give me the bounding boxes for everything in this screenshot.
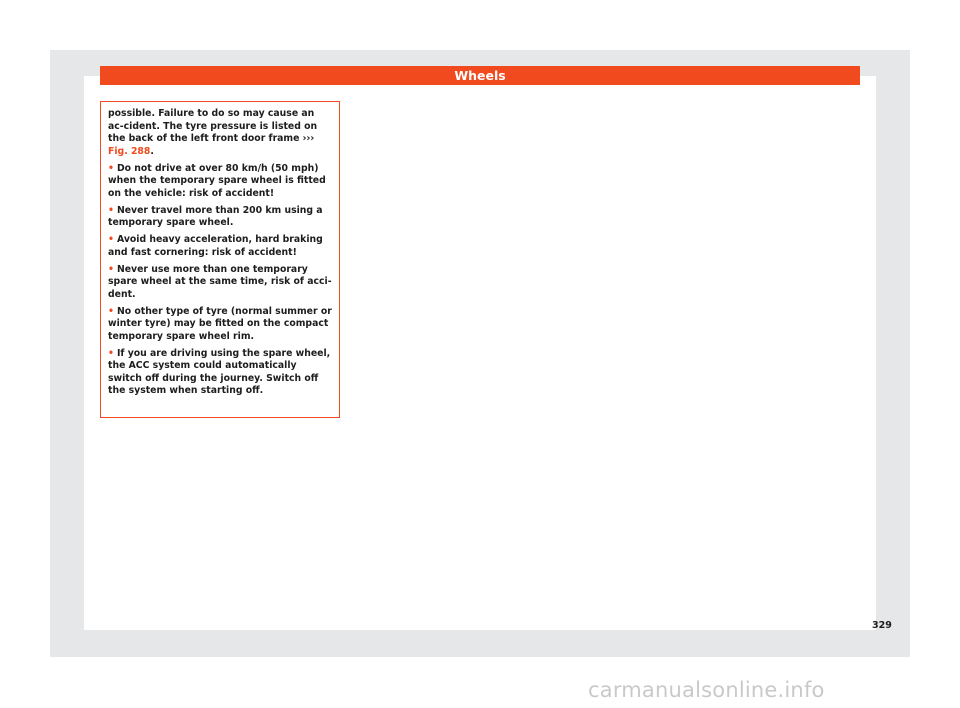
warning-bullet (108, 163, 333, 201)
bullet-icon: • (108, 263, 114, 275)
page-number: 329 (872, 620, 892, 631)
bullet-text: Avoid heavy acceleration, hard braking and fast cornering: risk of accident! (108, 234, 323, 258)
warning-bullet (108, 234, 333, 259)
warning-bullet (108, 348, 333, 398)
warning-intro-text: possible. Failure to do so may cause an ac-cident. The tyre pressure is listed on the back of the left front door frame (108, 108, 318, 144)
bullet-text: No other type of tyre (normal summer or winter tyre) may be fitted on the compact temporary spare wheel rim. (108, 305, 332, 342)
warning-bullet (108, 205, 333, 230)
warning-box (100, 101, 340, 418)
intro-period: . (150, 145, 154, 157)
figure-link[interactable]: Fig. 288 (108, 145, 151, 157)
bullet-text: Never use more than one temporary spare wheel at the same time, risk of acci-dent. (108, 263, 332, 300)
warning-bullet (108, 264, 333, 302)
bullet-text: Do not drive at over 80 km/h (50 mph) when the temporary spare wheel is fitted on the vehicle: risk of accident! (108, 162, 326, 199)
warning-intro (108, 108, 333, 158)
section-header: Wheels (100, 66, 860, 85)
arrows-icon: ››› (302, 133, 315, 144)
bullet-icon: • (108, 234, 114, 245)
bullet-icon: • (108, 162, 114, 174)
bullet-icon: • (108, 305, 114, 317)
warning-bullet (108, 306, 333, 344)
watermark: carmanualsonline.info (588, 678, 825, 702)
bullet-text: If you are driving using the spare wheel, the ACC system could automatically switch off during the journey. Switch off the system when starting off. (108, 347, 331, 396)
bullet-text: Never travel more than 200 km using a temporary spare wheel. (108, 204, 323, 228)
bullet-icon: • (108, 347, 114, 359)
bullet-icon: • (108, 204, 114, 216)
